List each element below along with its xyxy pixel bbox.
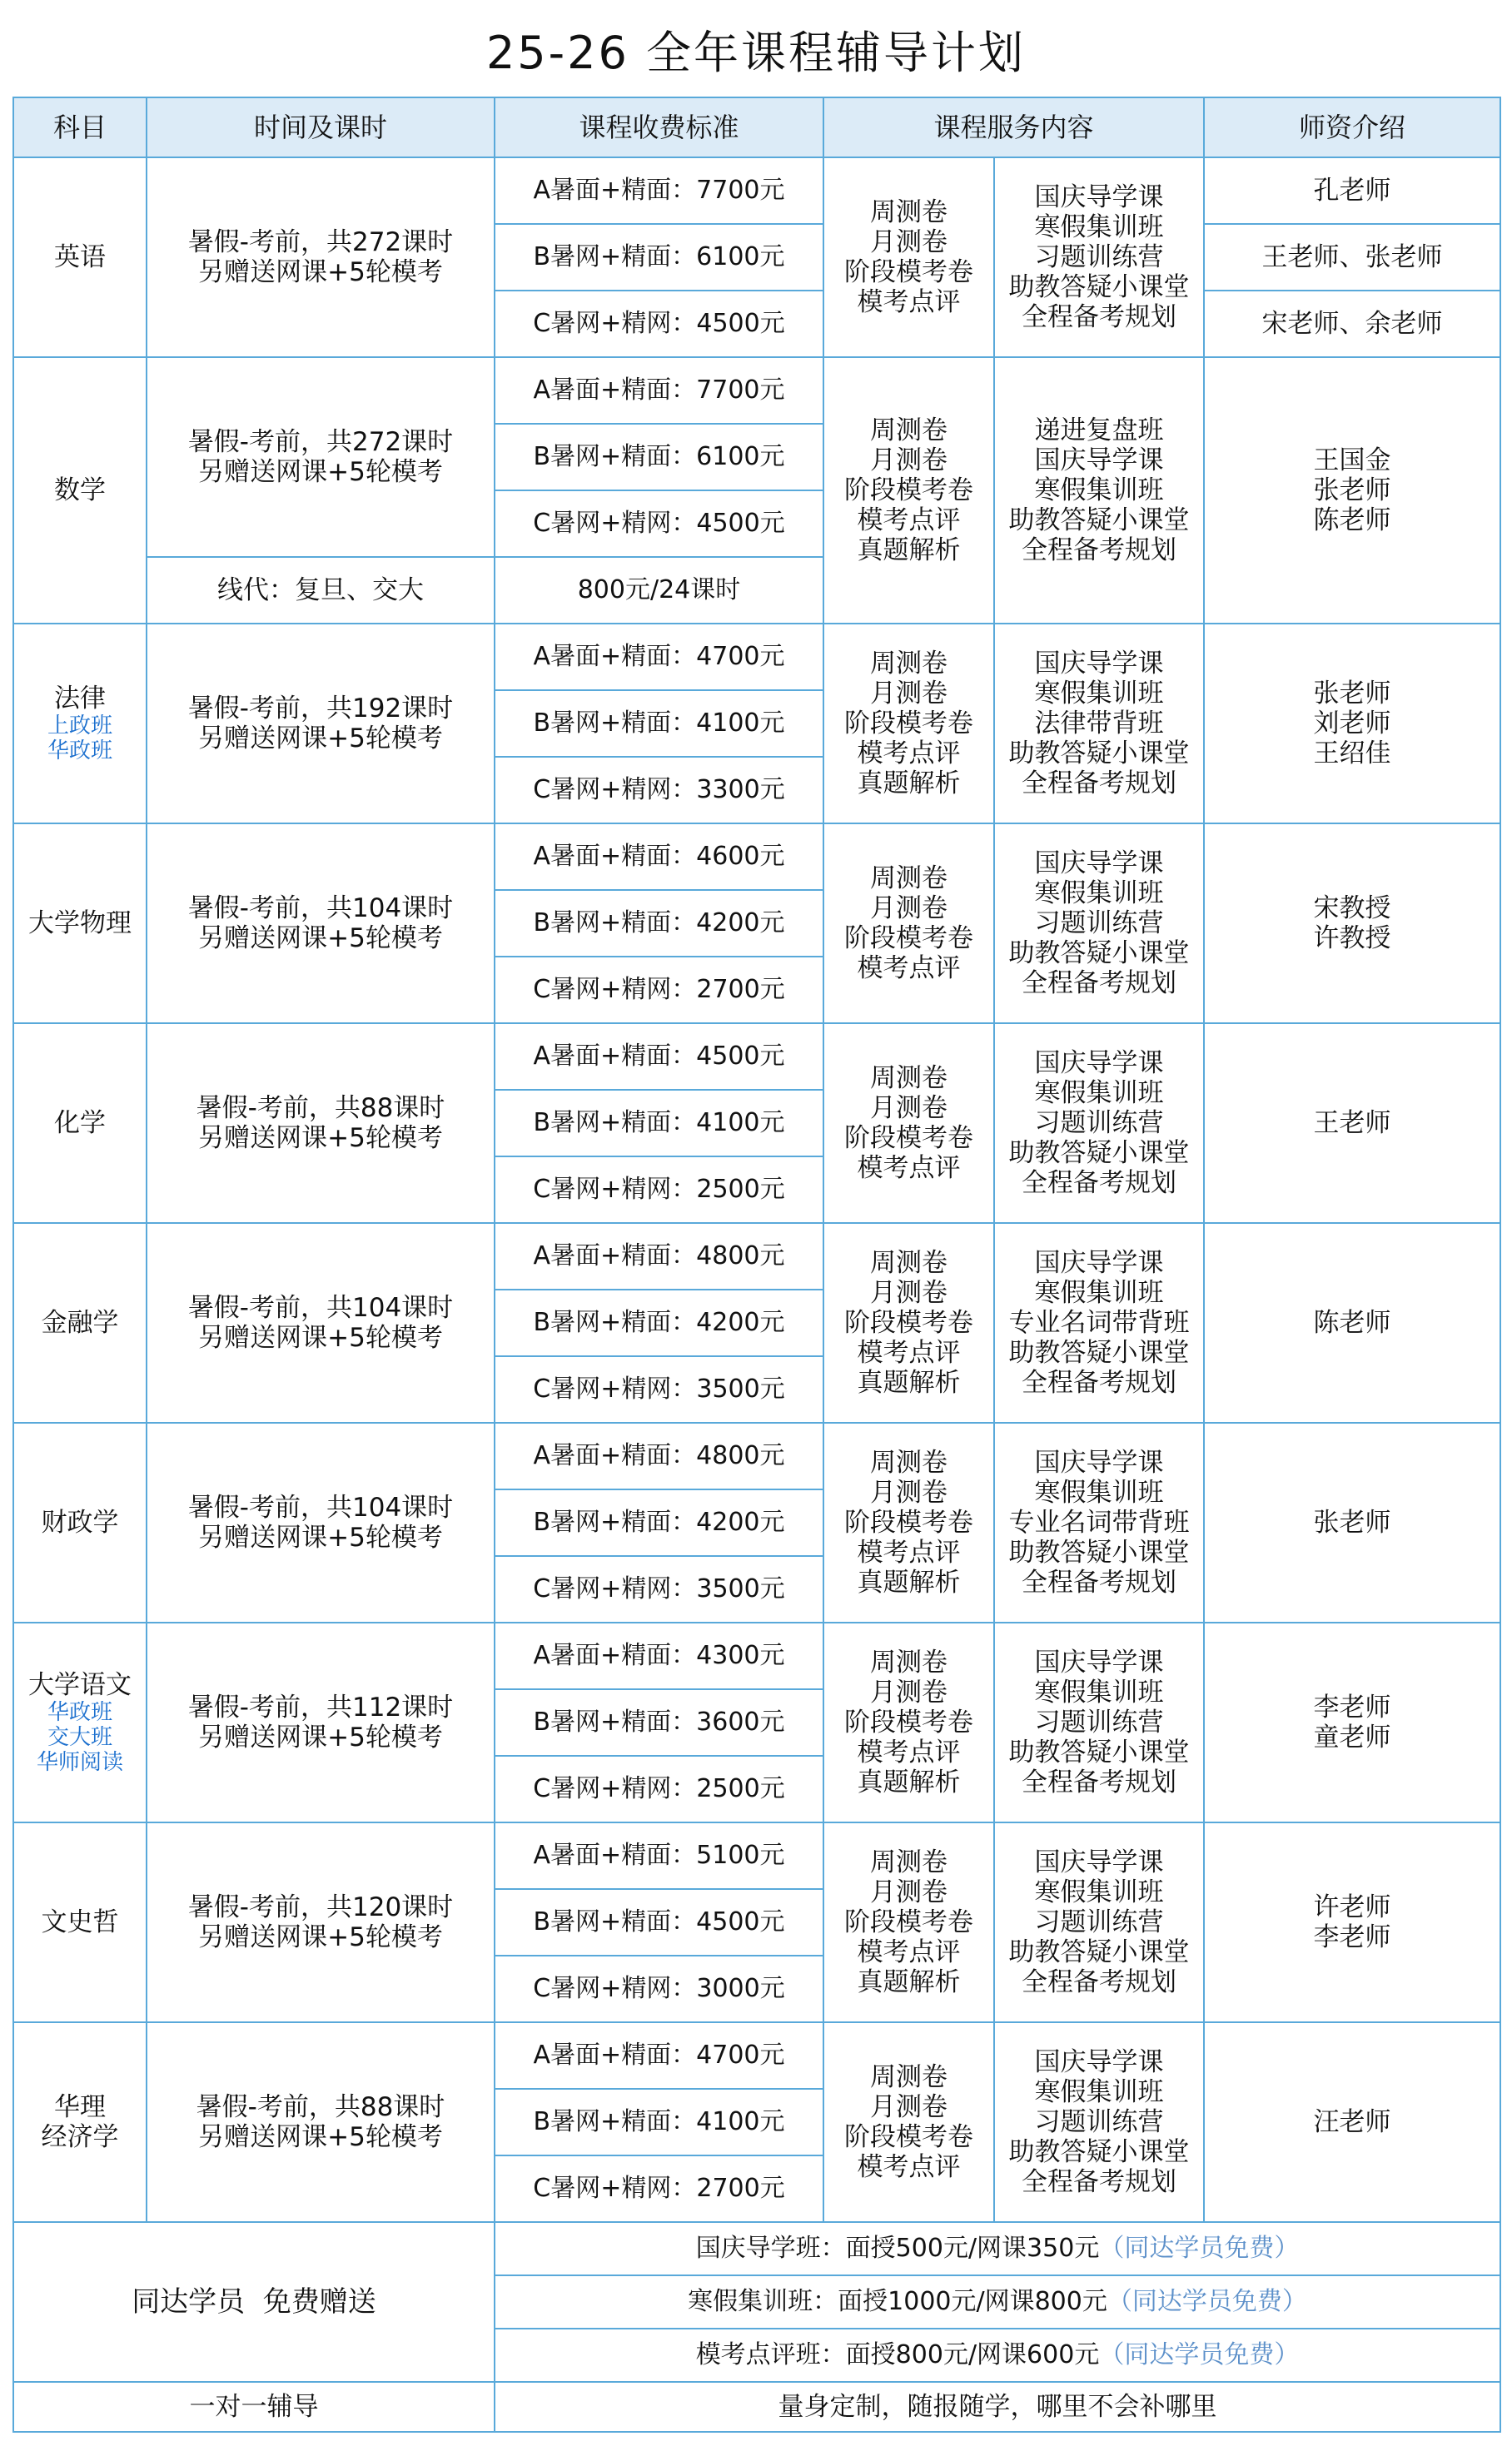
table-row <box>13 624 1500 690</box>
time-cell: 暑假-考前，共104课时 另赠送网课+5轮模考 <box>147 1423 495 1623</box>
subject-cell <box>13 357 147 624</box>
price-cell: B暑网+精面：4100元 <box>495 1090 823 1156</box>
price-cell: A暑面+精面：4600元 <box>495 823 823 890</box>
subject-cell <box>13 1423 147 1623</box>
price-cell: B暑网+精面：6100元 <box>495 424 823 490</box>
free-gift-row <box>13 2222 1500 2275</box>
page-title: 25-26 全年课程辅导计划 <box>485 27 1027 79</box>
service-classes-cell: 国庆导学课 寒假集训班 习题训练营 助教答疑小课堂 全程备考规划 <box>994 1623 1204 1822</box>
one-on-one-label: 一对一辅导 <box>13 2382 495 2432</box>
header-subject: 科目 <box>13 97 147 157</box>
price-cell: C暑网+精网：3500元 <box>495 1356 823 1423</box>
time-cell: 暑假-考前，共272课时 另赠送网课+5轮模考 <box>147 157 495 357</box>
price-cell: B暑网+精面：6100元 <box>495 224 823 291</box>
table-row <box>13 823 1500 890</box>
price-cell: C暑网+精网：3000元 <box>495 1956 823 2022</box>
service-tests-cell: 周测卷 月测卷 阶段模考卷 模考点评 <box>823 823 994 1023</box>
subject-name: 法律 <box>54 684 106 713</box>
subject-class-label: 华师阅读 <box>36 1750 123 1775</box>
time-cell: 暑假-考前，共192课时 另赠送网课+5轮模考 <box>147 624 495 823</box>
teacher-cell: 张老师 <box>1204 1423 1500 1623</box>
subject-cell <box>13 1623 147 1822</box>
table-row <box>13 1023 1500 1090</box>
service-classes-cell: 国庆导学课 寒假集训班 专业名词带背班 助教答疑小课堂 全程备考规划 <box>994 1423 1204 1623</box>
header-row <box>13 97 1500 157</box>
service-tests-cell: 周测卷 月测卷 阶段模考卷 模考点评 <box>823 157 994 357</box>
teacher-cell: 宋教授 许教授 <box>1204 823 1500 1023</box>
service-classes-cell: 国庆导学课 寒假集训班 习题训练营 助教答疑小课堂 全程备考规划 <box>994 1822 1204 2022</box>
subject-cell <box>13 1223 147 1423</box>
time-cell: 暑假-考前，共88课时 另赠送网课+5轮模考 <box>147 1023 495 1223</box>
price-cell: A暑面+精面：4800元 <box>495 1423 823 1489</box>
price-cell: B暑网+精面：4100元 <box>495 690 823 757</box>
subject-class-label: 交大班 <box>47 1725 112 1750</box>
header-teacher: 师资介绍 <box>1204 97 1500 157</box>
subject-name: 化学 <box>54 1108 106 1138</box>
one-on-one-row <box>13 2382 1500 2432</box>
free-gift-item <box>495 2222 1500 2275</box>
price-cell: A暑面+精面：4500元 <box>495 1023 823 1090</box>
service-tests-cell: 周测卷 月测卷 阶段模考卷 模考点评 真题解析 <box>823 1423 994 1623</box>
price-cell: C暑网+精网：4500元 <box>495 490 823 557</box>
price-cell: C暑网+精网：3300元 <box>495 757 823 823</box>
free-gift-label: 同达学员 免费赠送 <box>13 2222 495 2382</box>
service-tests-cell: 周测卷 月测卷 阶段模考卷 模考点评 真题解析 <box>823 1223 994 1423</box>
table-row <box>13 157 1500 224</box>
teacher-cell: 陈老师 <box>1204 1223 1500 1423</box>
table-body <box>13 157 1500 2432</box>
price-cell: C暑网+精网：4500元 <box>495 291 823 357</box>
price-cell: C暑网+精网：2500元 <box>495 1756 823 1822</box>
free-gift-item <box>495 2275 1500 2329</box>
subject-cell <box>13 2022 147 2222</box>
teacher-cell: 许老师 李老师 <box>1204 1822 1500 2022</box>
time-cell: 暑假-考前，共120课时 另赠送网课+5轮模考 <box>147 1822 495 2022</box>
service-classes-cell: 递进复盘班 国庆导学课 寒假集训班 助教答疑小课堂 全程备考规划 <box>994 357 1204 624</box>
subject-cell <box>13 1822 147 2022</box>
price-cell: B暑网+精面：4200元 <box>495 1290 823 1356</box>
table-row <box>13 1423 1500 1489</box>
table-row <box>13 1822 1500 1889</box>
time-cell: 暑假-考前，共88课时 另赠送网课+5轮模考 <box>147 2022 495 2222</box>
teacher-cell: 李老师 童老师 <box>1204 1623 1500 1822</box>
teacher-cell: 汪老师 <box>1204 2022 1500 2222</box>
price-cell: A暑面+精面：4700元 <box>495 2022 823 2089</box>
free-gift-note: （同达学员免费） <box>1099 2234 1300 2263</box>
price-cell: B暑网+精面：4200元 <box>495 1489 823 1556</box>
subject-class-label: 上政班 <box>47 713 112 738</box>
service-tests-cell: 周测卷 月测卷 阶段模考卷 模考点评 真题解析 <box>823 1623 994 1822</box>
time-cell: 暑假-考前，共104课时 另赠送网课+5轮模考 <box>147 823 495 1023</box>
time-cell: 暑假-考前，共112课时 另赠送网课+5轮模考 <box>147 1623 495 1822</box>
header-time: 时间及课时 <box>147 97 495 157</box>
service-classes-cell: 国庆导学课 寒假集训班 专业名词带背班 助教答疑小课堂 全程备考规划 <box>994 1223 1204 1423</box>
time-cell: 暑假-考前，共104课时 另赠送网课+5轮模考 <box>147 1223 495 1423</box>
price-cell: A暑面+精面：7700元 <box>495 357 823 424</box>
free-gift-text: 国庆导学班：面授500元/网课350元 <box>695 2234 1100 2263</box>
service-tests-cell: 周测卷 月测卷 阶段模考卷 模考点评 <box>823 1023 994 1223</box>
service-tests-cell: 周测卷 月测卷 阶段模考卷 模考点评 真题解析 <box>823 624 994 823</box>
table-row <box>13 1623 1500 1689</box>
price-cell: C暑网+精网：2500元 <box>495 1156 823 1223</box>
extra-course-cell: 线代：复旦、交大 <box>147 557 495 624</box>
one-on-one-text: 量身定制，随报随学，哪里不会补哪里 <box>495 2382 1500 2432</box>
service-tests-cell: 周测卷 月测卷 阶段模考卷 模考点评 <box>823 2022 994 2222</box>
price-cell: A暑面+精面：5100元 <box>495 1822 823 1889</box>
price-cell: A暑面+精面：4700元 <box>495 624 823 690</box>
subject-cell <box>13 823 147 1023</box>
service-classes-cell: 国庆导学课 寒假集训班 习题训练营 助教答疑小课堂 全程备考规划 <box>994 157 1204 357</box>
table-row <box>13 357 1500 424</box>
subject-name: 金融学 <box>41 1308 119 1338</box>
teacher-cell: 孔老师 <box>1204 157 1500 224</box>
subject-cell <box>13 1023 147 1223</box>
subject-name: 英语 <box>54 242 106 272</box>
subject-name: 数学 <box>54 475 106 505</box>
free-gift-note: （同达学员免费） <box>1099 2340 1300 2369</box>
teacher-cell: 王老师、张老师 <box>1204 224 1500 291</box>
subject-name: 文史哲 <box>41 1907 119 1937</box>
price-cell: B暑网+精面：4500元 <box>495 1889 823 1956</box>
price-cell: C暑网+精网：2700元 <box>495 957 823 1023</box>
subject-name: 大学语文 <box>28 1670 132 1700</box>
subject-name: 财政学 <box>41 1508 119 1538</box>
price-cell: B暑网+精面：4200元 <box>495 890 823 957</box>
price-cell: A暑面+精面：7700元 <box>495 157 823 224</box>
course-table <box>12 97 1501 2433</box>
price-cell: B暑网+精面：3600元 <box>495 1689 823 1756</box>
extra-price-cell: 800元/24课时 <box>495 557 823 624</box>
price-cell: A暑面+精面：4800元 <box>495 1223 823 1290</box>
teacher-cell: 王国金 张老师 陈老师 <box>1204 357 1500 624</box>
header-price: 课程收费标准 <box>495 97 823 157</box>
service-classes-cell: 国庆导学课 寒假集训班 习题训练营 助教答疑小课堂 全程备考规划 <box>994 2022 1204 2222</box>
service-classes-cell: 国庆导学课 寒假集训班 习题训练营 助教答疑小课堂 全程备考规划 <box>994 1023 1204 1223</box>
subject-class-label: 华政班 <box>47 1700 112 1725</box>
price-cell: A暑面+精面：4300元 <box>495 1623 823 1689</box>
subject-class-label: 华政班 <box>47 738 112 763</box>
price-cell: B暑网+精面：4100元 <box>495 2089 823 2155</box>
teacher-cell: 张老师 刘老师 王绍佳 <box>1204 624 1500 823</box>
service-tests-cell: 周测卷 月测卷 阶段模考卷 模考点评 真题解析 <box>823 1822 994 2022</box>
table-row <box>13 2022 1500 2089</box>
free-gift-item <box>495 2329 1500 2382</box>
price-cell: C暑网+精网：3500元 <box>495 1556 823 1623</box>
subject-cell <box>13 157 147 357</box>
teacher-cell: 宋老师、余老师 <box>1204 291 1500 357</box>
header-service: 课程服务内容 <box>823 97 1204 157</box>
table-row <box>13 1223 1500 1290</box>
service-classes-cell: 国庆导学课 寒假集训班 习题训练营 助教答疑小课堂 全程备考规划 <box>994 823 1204 1023</box>
time-cell: 暑假-考前，共272课时 另赠送网课+5轮模考 <box>147 357 495 557</box>
free-gift-note: （同达学员免费） <box>1107 2287 1307 2316</box>
subject-cell <box>13 624 147 823</box>
subject-name: 大学物理 <box>28 908 132 938</box>
teacher-cell: 王老师 <box>1204 1023 1500 1223</box>
price-cell: C暑网+精网：2700元 <box>495 2155 823 2222</box>
subject-name: 华理 经济学 <box>41 2092 119 2152</box>
free-gift-text: 寒假集训班：面授1000元/网课800元 <box>688 2287 1107 2316</box>
free-gift-text: 模考点评班：面授800元/网课600元 <box>695 2340 1100 2369</box>
service-classes-cell: 国庆导学课 寒假集训班 法律带背班 助教答疑小课堂 全程备考规划 <box>994 624 1204 823</box>
service-tests-cell: 周测卷 月测卷 阶段模考卷 模考点评 真题解析 <box>823 357 994 624</box>
